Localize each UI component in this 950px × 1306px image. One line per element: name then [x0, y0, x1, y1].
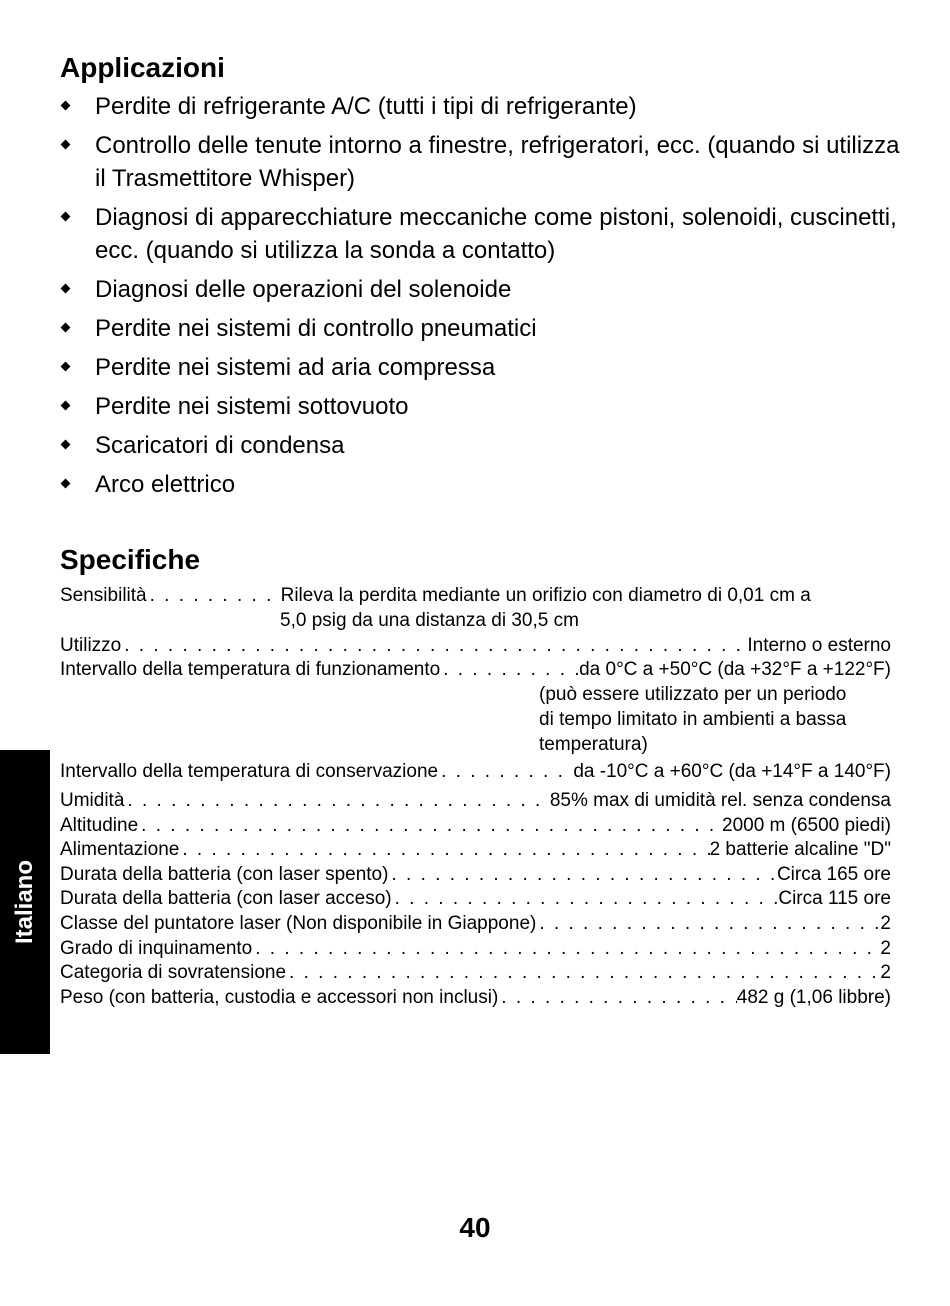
- list-item-text: Scaricatori di condensa: [95, 432, 345, 459]
- spec-row-alimentazione: [60, 838, 891, 863]
- spec-label: Durata della batteria (con laser spento): [60, 863, 389, 885]
- bullet-diamond-icon: [61, 362, 71, 372]
- spec-row-temp-funzionamento: [60, 658, 891, 683]
- spec-value: Circa 165 ore: [776, 863, 891, 885]
- list-item-text: Diagnosi delle operazioni del solenoide: [95, 276, 512, 303]
- dot-leader: [438, 760, 573, 785]
- language-tab-label: Italiano: [11, 859, 39, 945]
- list-item: [60, 201, 900, 267]
- dot-leader: [147, 584, 281, 609]
- spec-value: da -10°C a +60°C (da +14°F a 140°F): [573, 761, 891, 782]
- spec-row-grado-inquinamento: [60, 937, 891, 962]
- spec-row-classe-laser: [60, 912, 891, 937]
- list-item-text: Perdite di refrigerante A/C (tutti i tipi di refrigerante): [95, 93, 637, 120]
- dot-leader: [440, 658, 579, 683]
- spec-value: Rileva la perdita mediante un orifizio con diametro di 0,01 cm a: [280, 585, 811, 606]
- list-item: [60, 273, 900, 306]
- spec-label: Altitudine: [60, 814, 139, 836]
- page-number: 40: [459, 1212, 491, 1243]
- spec-value: 85% max di umidità rel. senza condensa: [549, 790, 891, 811]
- spec-label: Grado di inquinamento: [60, 937, 253, 959]
- list-item-text: Diagnosi di apparecchiature meccaniche come pistoni, solenoidi, cuscinetti, ecc. (quando si utilizza la sonda a contatto): [95, 204, 897, 264]
- bullet-diamond-icon: [61, 323, 71, 333]
- list-item: [60, 129, 900, 195]
- list-item: [60, 90, 900, 123]
- spec-row-batteria-laser-spento: [60, 863, 891, 888]
- bullet-diamond-icon: [61, 284, 71, 294]
- list-item: [60, 390, 900, 423]
- list-item: [60, 468, 900, 501]
- spec-label: Sensibilità: [60, 585, 147, 606]
- specifiche-heading: Specifiche: [60, 544, 201, 575]
- bullet-diamond-icon: [61, 140, 71, 150]
- spec-row-categoria-sovratensione: [60, 961, 891, 986]
- dot-leader: [536, 912, 880, 937]
- spec-value: 2: [880, 913, 891, 934]
- spec-row-altitudine: [60, 814, 891, 839]
- bullet-diamond-icon: [61, 212, 71, 222]
- applicazioni-list: [60, 90, 900, 507]
- list-item: [60, 429, 900, 462]
- dot-leader: [252, 937, 880, 962]
- list-item-text: Perdite nei sistemi ad aria compressa: [95, 354, 496, 381]
- spec-row-peso: [60, 986, 891, 1011]
- spec-row-sensibilita: [60, 584, 891, 609]
- spec-value: 2: [880, 937, 891, 959]
- spec-value: 2000 m (6500 piedi): [722, 814, 891, 836]
- dot-leader: [392, 887, 779, 912]
- spec-label: Categoria di sovratensione: [60, 962, 287, 984]
- spec-label: Utilizzo: [60, 635, 122, 656]
- spec-value: Interno o esterno: [747, 635, 891, 656]
- spec-value: 482 g (1,06 libbre): [736, 986, 891, 1008]
- dot-leader: [286, 961, 880, 986]
- spec-note-line: (può essere utilizzato per un periodo: [539, 684, 847, 705]
- dot-leader: [498, 986, 737, 1011]
- list-item-text: Perdite nei sistemi di controllo pneumatici: [95, 315, 537, 342]
- spec-label: Classe del puntatore laser (Non disponibile in Giappone): [60, 913, 537, 934]
- list-item-text: Arco elettrico: [95, 471, 236, 498]
- spec-value: 2 batterie alcaline "D": [709, 839, 891, 861]
- list-item-text: Perdite nei sistemi sottovuoto: [95, 393, 409, 420]
- spec-value: da 0°C a +50°C (da +32°F a +122°F): [579, 659, 891, 680]
- spec-row-temp-conservazione: [60, 760, 891, 785]
- list-item-text: Controllo delle tenute intorno a finestre, refrigeratori, ecc. (quando si utilizza il Trasmettitore Whisper): [95, 132, 900, 192]
- list-item: [60, 351, 900, 384]
- applicazioni-heading: Applicazioni: [60, 52, 225, 83]
- dot-leader: [388, 863, 776, 888]
- spec-row-umidita: [60, 789, 891, 814]
- spec-label: Intervallo della temperatura di conservazione: [60, 761, 439, 782]
- bullet-diamond-icon: [61, 401, 71, 411]
- spec-value: 2: [880, 962, 891, 984]
- list-item: [60, 312, 900, 345]
- dot-leader: [179, 838, 709, 863]
- spec-label: Alimentazione: [60, 839, 180, 861]
- spec-row-batteria-laser-acceso: [60, 887, 891, 912]
- spec-row-utilizzo: [60, 634, 891, 659]
- dot-leader: [138, 814, 722, 839]
- spec-note-line: temperatura): [539, 734, 648, 755]
- bullet-diamond-icon: [61, 479, 71, 489]
- bullet-diamond-icon: [61, 440, 71, 450]
- dot-leader: [121, 634, 747, 659]
- dot-leader: [124, 789, 549, 814]
- spec-value: Circa 115 ore: [778, 888, 891, 910]
- spec-value-continuation: 5,0 psig da una distanza di 30,5 cm: [280, 610, 579, 631]
- spec-label: Peso (con batteria, custodia e accessori non inclusi): [60, 986, 499, 1008]
- spec-label: Umidità: [60, 790, 125, 811]
- language-side-tab: [0, 750, 50, 1054]
- spec-label: Intervallo della temperatura di funzionamento: [60, 659, 441, 680]
- spec-label: Durata della batteria (con laser acceso): [60, 888, 392, 910]
- bullet-diamond-icon: [61, 101, 71, 111]
- spec-note-line: di tempo limitato in ambienti a bassa: [539, 709, 847, 730]
